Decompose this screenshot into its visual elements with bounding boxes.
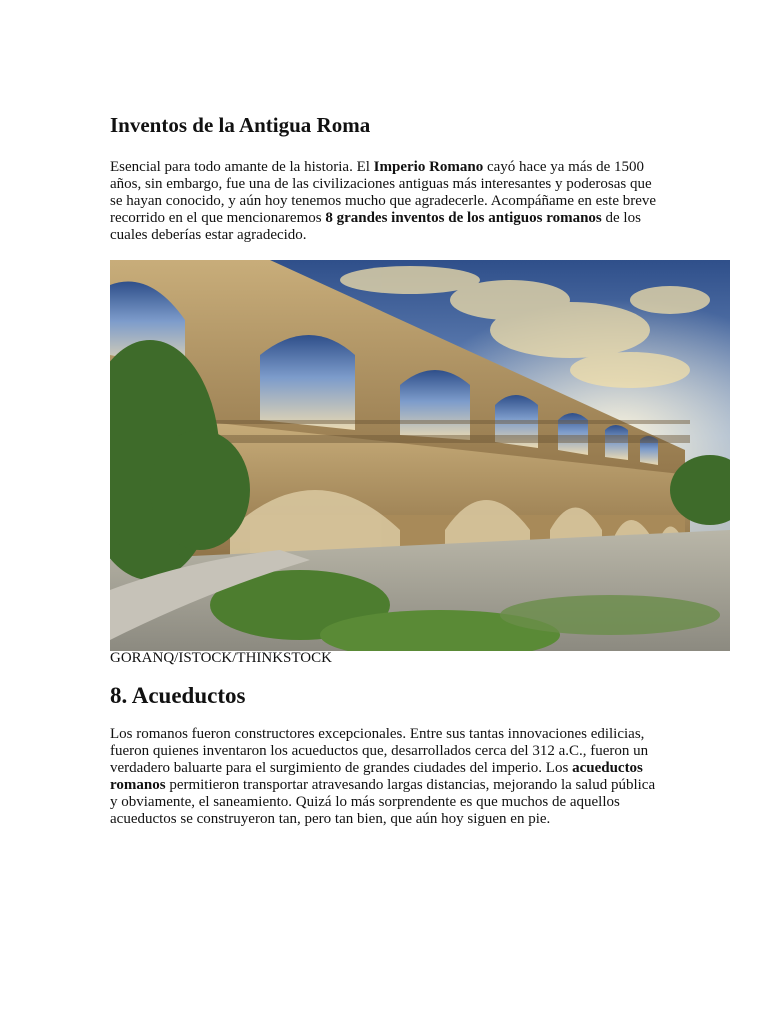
text-run: Los romanos fueron constructores excepcionales. Entre sus tantas innovaciones edilicias, fueron quienes inventaron los acueductos que, desarrollados cerca del 312 a.C., fueron un verdadero baluarte para el surgimiento de grandes ciudades del imperio. Los [110, 726, 649, 776]
text-run: cayó hace ya más de 1500 años, sin embargo, fue una de las civilizaciones antiguas más interesantes y poderosas que se hayan conocido, y aún hoy tenemos mucho que agradecerle. Acompáñame en este breve recorrido en el que mencionaremos [110, 159, 657, 226]
image-caption: GORANQ/ISTOCK/THINKSTOCK [110, 650, 332, 666]
article-title: Inventos de la Antigua Roma [110, 113, 371, 137]
text-run: Esencial para todo amante de la historia. El [110, 159, 374, 175]
text-run: permitieron transportar atravesando largas distancias, mejorando la salud pública y obviamente, el saneamiento. Quizá lo más sorprendente es que muchos de aquellos acueductos se construyeron tan, pero tan bien, que aún hoy siguen en pie. [110, 777, 656, 827]
bold-text-run: 8 grandes inventos de los antiguos romanos [325, 210, 602, 226]
intro-paragraph [110, 159, 658, 244]
section-heading: 8. Acueductos [110, 683, 246, 708]
text-run: de los cuales deberías estar agradecido. [110, 210, 641, 243]
aqueduct-photo [110, 260, 730, 651]
section-paragraph [110, 726, 660, 828]
bold-text-run: acueductos romanos [110, 760, 643, 793]
bold-text-run: Imperio Romano [373, 159, 484, 175]
